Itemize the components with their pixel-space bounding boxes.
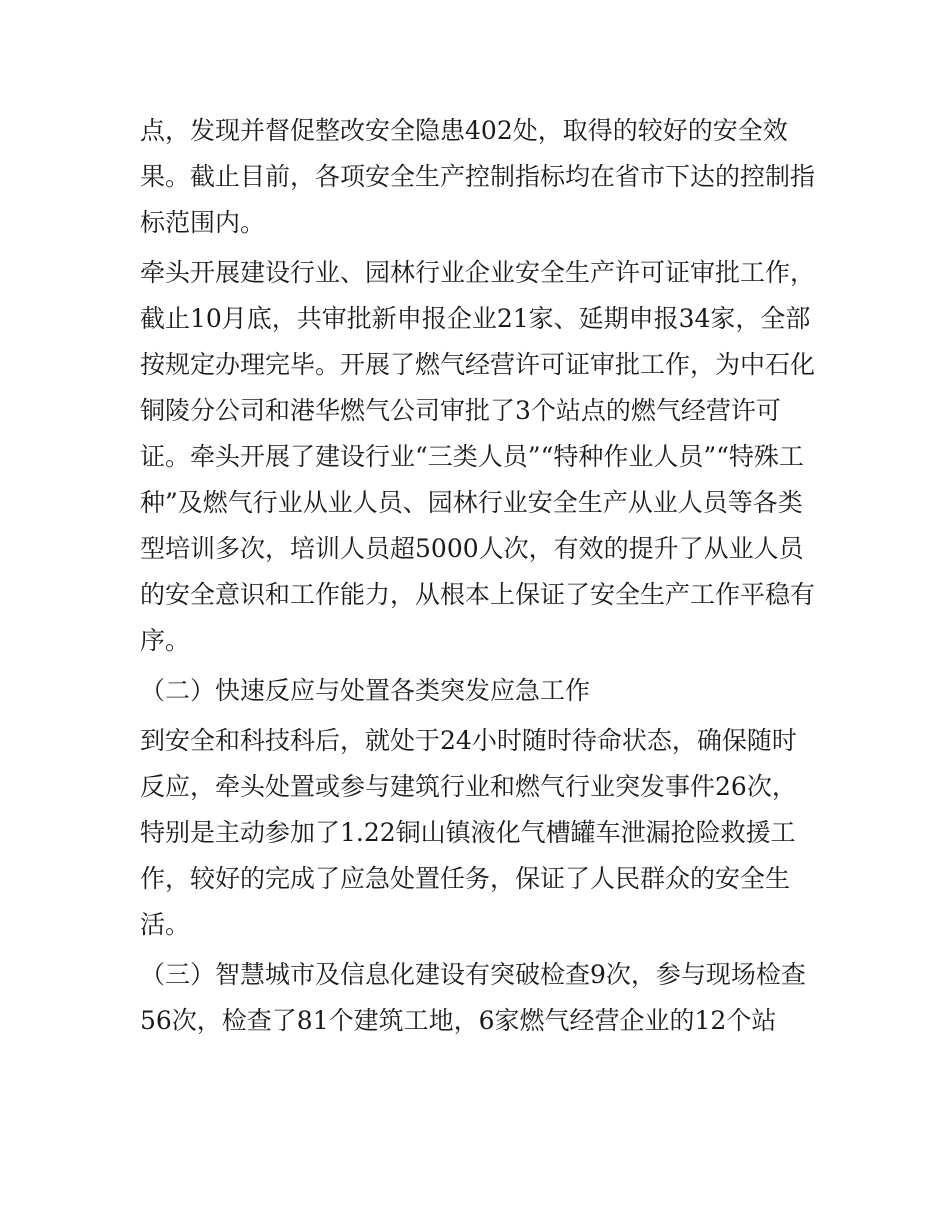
text-line: 种”及燃气行业从业人员、园林行业安全生产从业人员等各类 xyxy=(140,488,803,517)
text-line: 按规定办理完毕。开展了燃气经营许可证审批工作，为中石化 xyxy=(140,350,816,379)
text-line: 牵头开展建设行业、园林行业企业安全生产许可证审批工作， xyxy=(140,258,816,287)
paragraph-license-approval xyxy=(140,250,820,664)
text-line: 到安全和科技科后，就处于24小时随时待命状态，确保随时 xyxy=(140,726,797,755)
text-line: 截止10月底，共审批新申报企业21家、延期申报34家，全部 xyxy=(140,304,811,333)
text-line: 作，较好的完成了应急处置任务，保证了人民群众的安全生 xyxy=(140,864,791,893)
text-line: 56次，检查了81个建筑工地，6家燃气经营企业的12个站 xyxy=(140,1006,777,1035)
text-line: 铜陵分公司和港华燃气公司审批了3个站点的燃气经营许可 xyxy=(140,396,781,425)
text-line: 反应，牵头处置或参与建筑行业和燃气行业突发事件26次， xyxy=(140,772,797,801)
text-line: 型培训多次，培训人员超5000人次，有效的提升了从业人员 xyxy=(140,534,804,563)
text-line: 果。截止目前，各项安全生产控制指标均在省市下达的控制指 xyxy=(140,162,816,191)
text-line: 的安全意识和工作能力，从根本上保证了安全生产工作平稳有 xyxy=(140,580,816,609)
document-body xyxy=(140,108,820,1044)
paragraph-safety-results xyxy=(140,108,820,246)
text-line: 特别是主动参加了1.22铜山镇液化气槽罐车泄漏抢险救援工 xyxy=(140,818,796,847)
text-line: 证。牵头开展了建设行业“三类人员”“特种作业人员”“特殊工 xyxy=(140,442,804,471)
text-line: （三）智慧城市及信息化建设有突破检查9次，参与现场检查 xyxy=(140,960,806,989)
text-line: 标范围内。 xyxy=(140,208,266,237)
text-line: 序。 xyxy=(140,626,191,655)
text-line: 活。 xyxy=(140,910,191,939)
paragraph-smart-city xyxy=(140,952,820,1044)
section-heading-emergency xyxy=(140,668,820,714)
text-line: 点，发现并督促整改安全隐患402处，取得的较好的安全效 xyxy=(140,116,788,145)
section-heading: （二）快速反应与处置各类突发应急工作 xyxy=(140,676,591,705)
paragraph-emergency-response xyxy=(140,718,820,948)
